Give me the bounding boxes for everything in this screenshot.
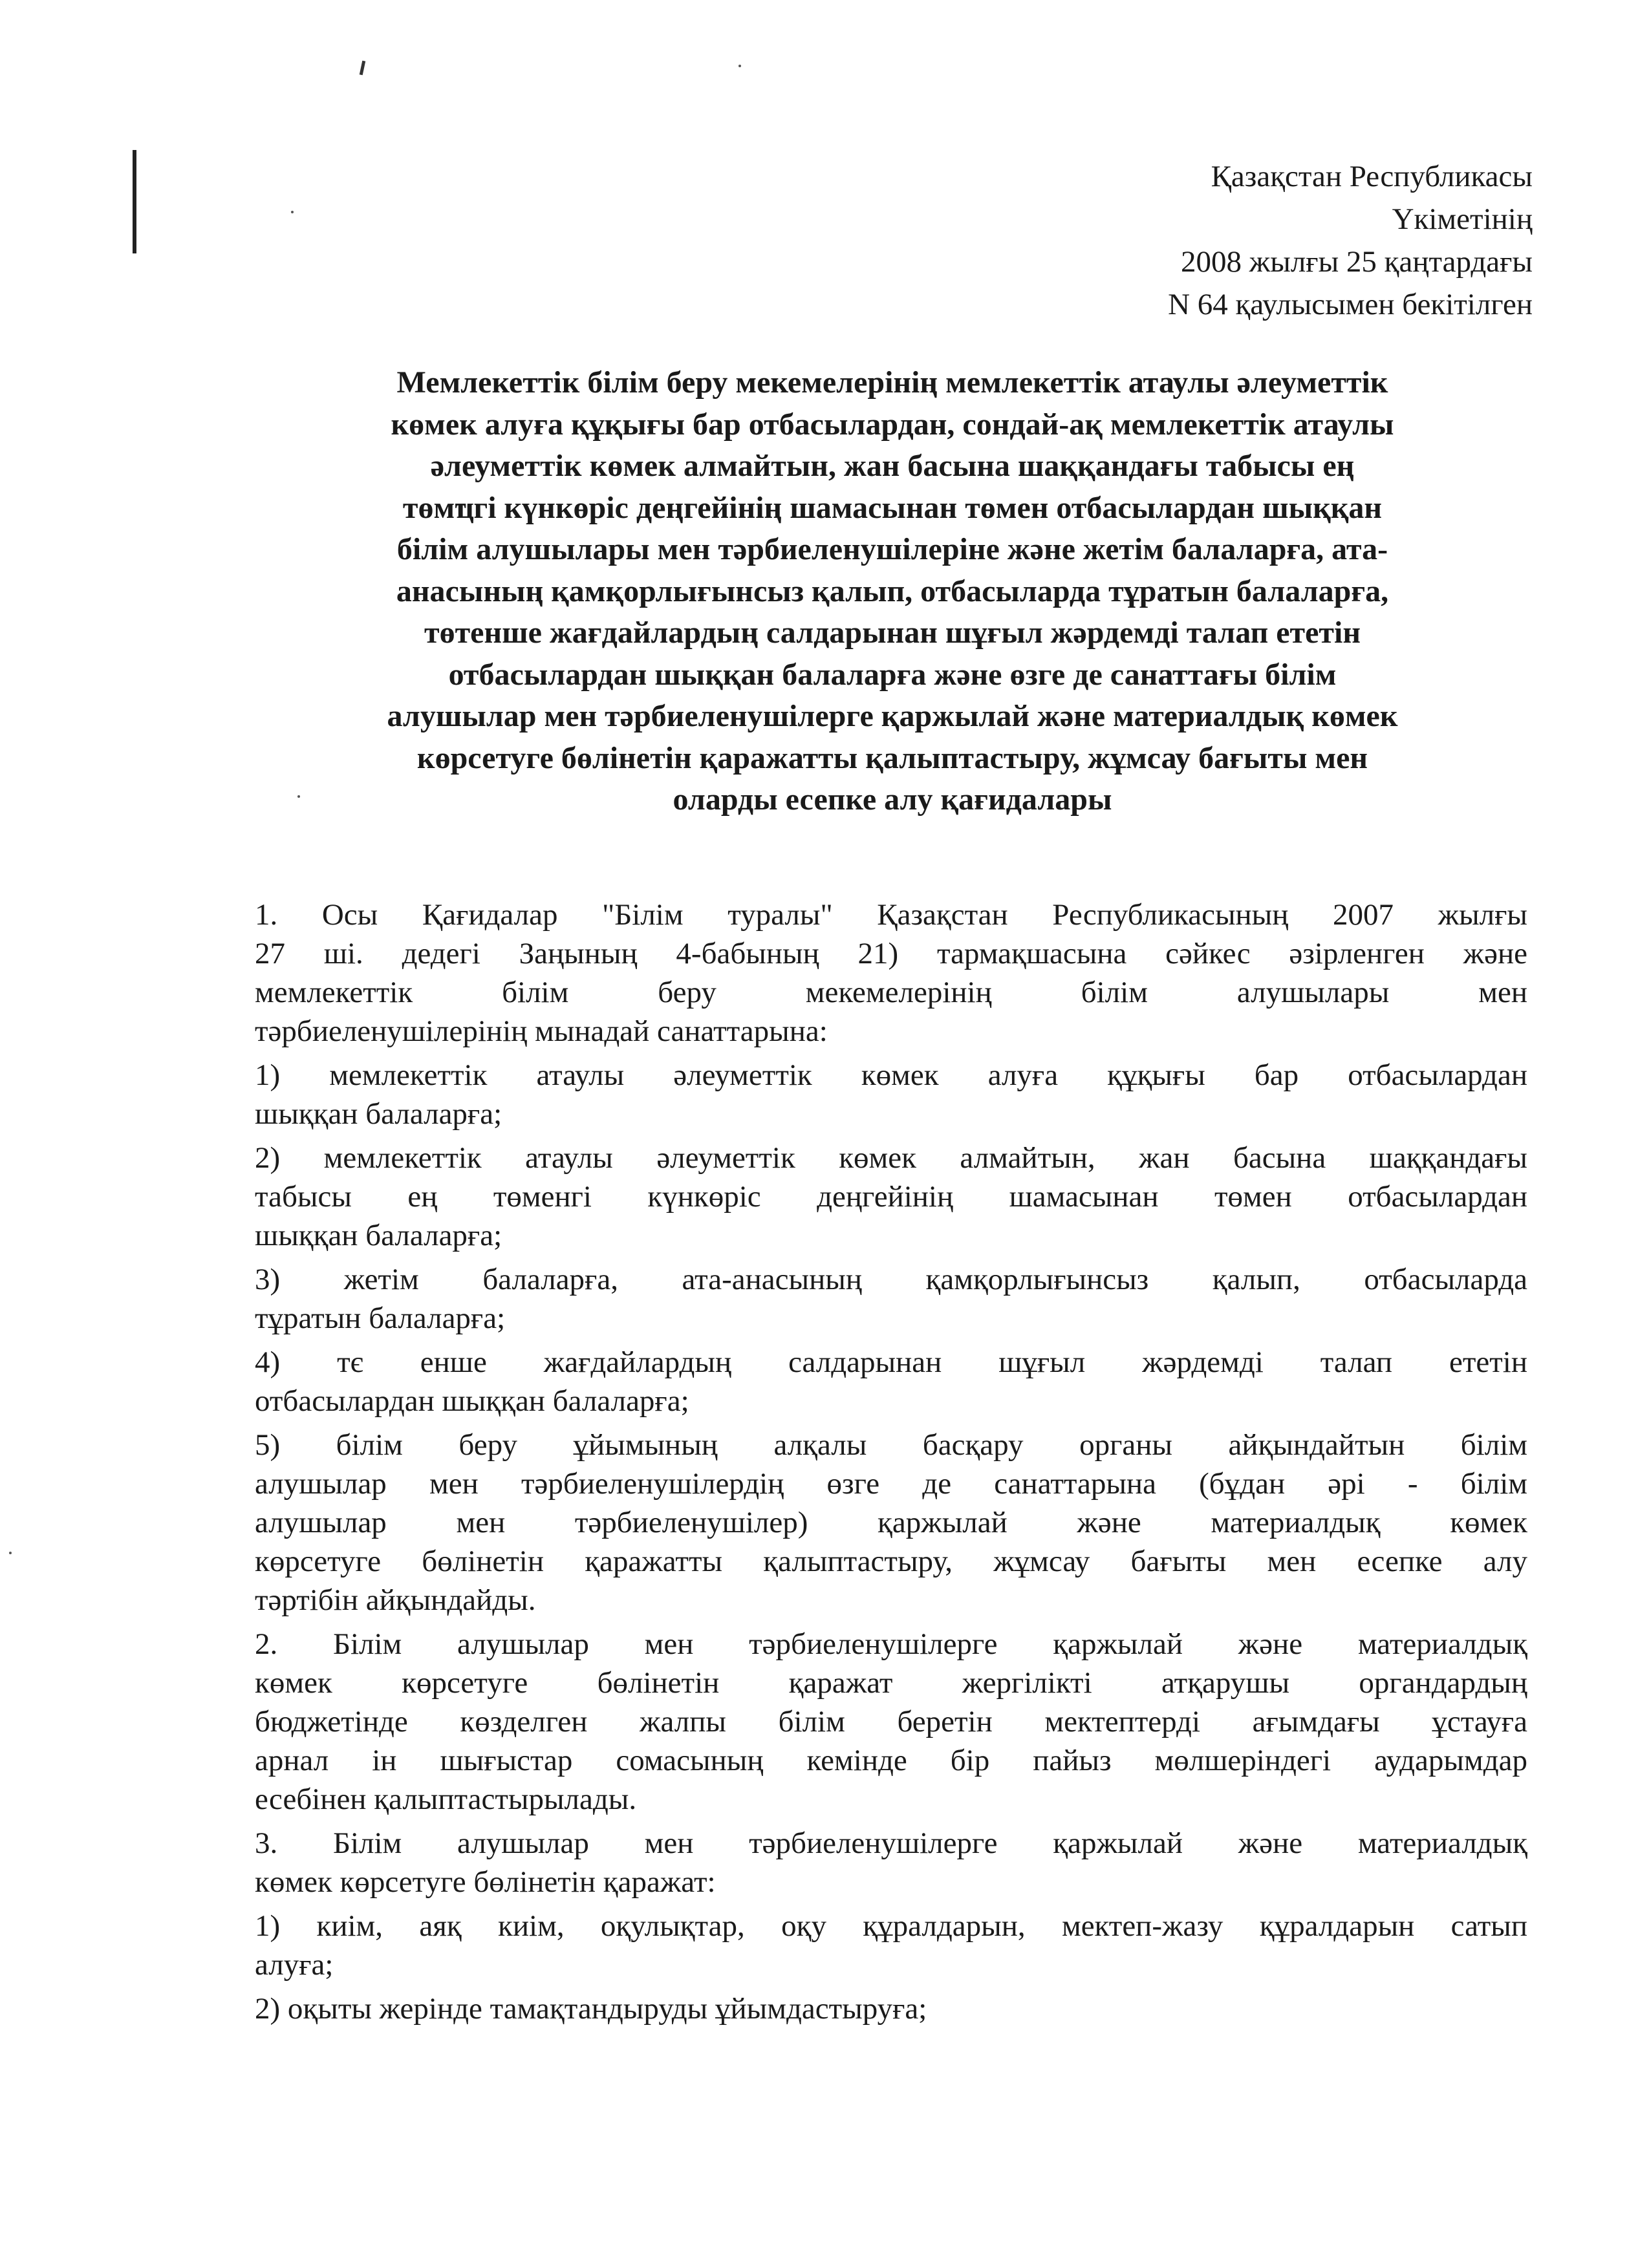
body-line: бюджетінде көзделген жалпы білім беретін мектептерді ағымдағы ұстауға [255, 1705, 1527, 1738]
paragraph-1-item-3 [255, 1260, 1527, 1338]
body-line: 5) білім беру ұйымының алқалы басқару органы айқындайтын білім [255, 1428, 1527, 1462]
body-line: шыққан балаларға; [255, 1097, 502, 1131]
title-line: көмек алуға құқығы бар отбасылардан, сондай-ақ мемлекеттік атаулы [391, 407, 1394, 442]
body-line: тәрбиеленушілерінің мынадай санаттарына: [255, 1014, 828, 1048]
paragraph-3 [255, 1824, 1527, 1901]
document-body [255, 895, 1527, 2033]
body-line: алушылар мен тәрбиеленушілер) қаржылай және материалдық көмек [255, 1506, 1527, 1539]
body-line: табысы ең төменгі күнкөріс деңгейінің шамасынан төмен отбасылардан [255, 1180, 1527, 1214]
body-line: 2) мемлекеттік атаулы әлеуметтік көмек алмайтын, жан басына шаққандағы [255, 1141, 1527, 1175]
body-line: есебінен қалыптастырылады. [255, 1782, 637, 1816]
body-line: көмек көрсетуге бөлінетін қаражат: [255, 1865, 716, 1899]
scan-speck [360, 61, 365, 76]
document-title [259, 362, 1526, 821]
scan-speck [291, 211, 294, 213]
paragraph-1 [255, 895, 1527, 1051]
body-line: алушылар мен тәрбиеленушілердің өзге де санаттарына (бұдан әрі - білім [255, 1467, 1527, 1501]
body-line: арнал ін шығыстар сомасының кемінде бір пайыз мөлшеріндегі аударымдар [255, 1744, 1527, 1777]
title-line: білім алушылары мен тәрбиеленушілеріне және жетім балаларға, ата- [396, 532, 1388, 566]
body-line: отбасылардан шыққан балаларға; [255, 1384, 689, 1418]
body-line: 27 ші. дедегі Заңының 4-бабының 21) тармақшасына сәйкес әзірленген және [255, 937, 1527, 970]
title-line: отбасылардан шыққан балаларға және өзге де санаттағы білім [448, 657, 1337, 692]
approval-line: 2008 жылғы 25 қаңтардағы [1181, 245, 1533, 279]
body-line: 3. Білім алушылар мен тәрбиеленушілерге қаржылай және материалдық [255, 1826, 1527, 1860]
body-line: тәртібін айқындайды. [255, 1583, 536, 1617]
body-line: 3) жетім балаларға, ата-анасының қамқорлығынсыз қалып, отбасыларда [255, 1263, 1527, 1296]
title-line: төмҵгі күнкөріс деңгейінің шамасынан төмен отбасылардан шыққан [402, 490, 1383, 525]
scan-speck [738, 65, 741, 67]
title-line: төтенше жағдайлардың салдарынан шұғыл жәрдемді талап ететін [424, 615, 1361, 650]
title-line: Мемлекеттік білім беру мекемелерінің мемлекеттік атаулы әлеуметтік [396, 365, 1388, 400]
title-line: оларды есепке алу қағидалары [673, 782, 1112, 817]
title-line: көрсетуге бөлінетін қаражатты қалыптастыру, жұмсау бағыты мен [416, 740, 1368, 775]
scan-margin-mark [133, 150, 136, 253]
body-line: мемлекеттік білім беру мекемелерінің білім алушылары мен [255, 976, 1527, 1009]
paragraph-1-item-5 [255, 1426, 1527, 1620]
paragraph-1-item-1 [255, 1056, 1527, 1133]
title-line: анасының қамқорлығынсыз қалып, отбасыларда тұратын балаларға, [396, 573, 1389, 608]
body-line: алуға; [255, 1948, 334, 1982]
paragraph-2 [255, 1625, 1527, 1819]
scan-speck [9, 1552, 12, 1554]
approval-stamp-text [1168, 155, 1533, 326]
paragraph-3-item-2 [255, 1989, 1527, 2028]
body-line: 1. Осы Қағидалар "Білім туралы" Қазақстан Республикасының 2007 жылғы [255, 898, 1527, 932]
body-line: 2) оқыты жерінде тамақтандыруды ұйымдастыруға; [255, 1992, 927, 2026]
paragraph-1-item-2 [255, 1139, 1527, 1255]
body-line: тұратын балаларға; [255, 1301, 506, 1335]
body-line: көмек көрсетуге бөлінетін қаражат жергілікті атқарушы органдардың [255, 1666, 1527, 1700]
title-line: алушылар мен тәрбиеленушілерге қаржылай және материалдық көмек [387, 699, 1398, 733]
paragraph-3-item-1 [255, 1907, 1527, 1984]
title-line: әлеуметтік көмек алмайтын, жан басына шаққандағы табысы ең [430, 449, 1355, 483]
body-line: 2. Білім алушылар мен тәрбиеленушілерге қаржылай және материалдық [255, 1627, 1527, 1661]
approval-line: Үкіметінің [1392, 202, 1533, 236]
body-line: көрсетуге бөлінетін қаражатты қалыптастыру, жұмсау бағыты мен есепке алу [255, 1545, 1527, 1578]
approval-line: Қазақстан Республикасы [1211, 160, 1533, 193]
body-line: 4) тє енше жағдайлардың салдарынан шұғыл жәрдемді талап ететін [255, 1345, 1527, 1379]
paragraph-1-item-4 [255, 1343, 1527, 1420]
body-line: шыққан балаларға; [255, 1219, 502, 1252]
body-line: 1) киім, аяқ киім, оқулықтар, оқу құралдарын, мектеп-жазу құралдарын сатып [255, 1909, 1527, 1943]
body-line: 1) мемлекеттік атаулы әлеуметтік көмек алуға құқығы бар отбасылардан [255, 1058, 1527, 1092]
approval-line: N 64 қаулысымен бекітілген [1168, 288, 1533, 321]
